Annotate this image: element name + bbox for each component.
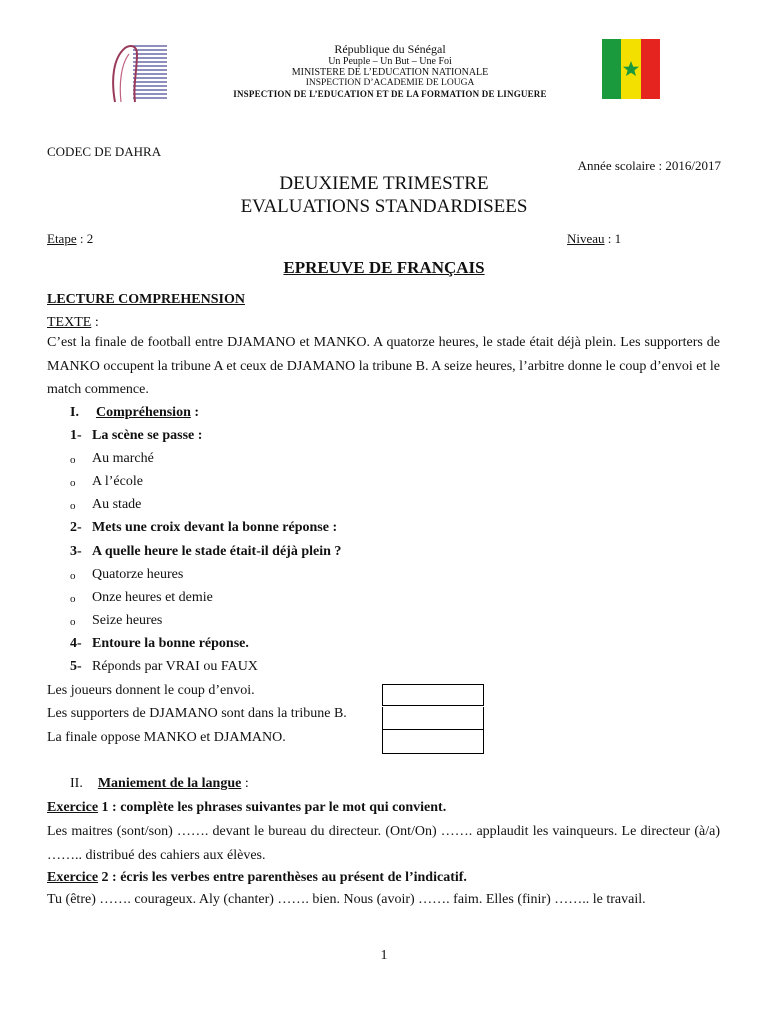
flag-band-yellow [621, 39, 640, 99]
part2-heading [70, 776, 249, 792]
part2-title: Maniement de la langue [97, 776, 242, 791]
list-bullet: o [70, 454, 76, 466]
header-academy: INSPECTION D’ACADEMIE DE LOUGA [305, 78, 475, 88]
part2-colon: : [241, 776, 249, 791]
list-bullet: o [70, 593, 76, 605]
q5-statement-2: Les supporters de DJAMANO sont dans la tribune B. [47, 706, 347, 721]
school-year: Année scolaire : 2016/2017 [577, 158, 721, 173]
ministry-logo [107, 40, 169, 104]
header-republic: République du Sénégal [334, 42, 446, 56]
niveau-field [567, 231, 621, 247]
q3-number: 3- [70, 544, 82, 559]
etape-field [47, 231, 93, 247]
exercise-2-label: Exercice [47, 870, 99, 885]
star-icon [621, 59, 641, 79]
answer-box-3[interactable] [382, 730, 484, 754]
part1-title: Compréhension [95, 405, 191, 420]
part1-heading [70, 405, 199, 421]
exercise-1-heading [47, 800, 446, 816]
q5-statement-1: Les joueurs donnent le coup d’envoi. [47, 683, 255, 698]
texte-heading [47, 315, 99, 331]
header-ministry: MINISTERE DE L’EDUCATION NATIONALE [291, 67, 489, 78]
exercise-1-text: Les maitres (sont/son) ……. devant le bureau du directeur. (Ont/On) ……. applaudit les vainqueurs. Le directeur (à/a) …….. distribué des cahiers aux élèves. [47, 824, 720, 863]
q5-statement-3: La finale oppose MANKO et DJAMANO. [47, 730, 286, 745]
answer-box-2[interactable] [382, 707, 484, 730]
texte-label: TEXTE [47, 315, 92, 330]
exercise-2-text: Tu (être) ……. courageux. Aly (chanter) ……. bien. Nous (avoir) ……. faim. Elles (finir) …….. le travail. [47, 892, 646, 907]
exam-title: EPREUVE DE FRANÇAIS [283, 258, 485, 277]
flag-band-green [602, 39, 621, 99]
section-reading: LECTURE COMPREHENSION [47, 292, 245, 307]
senegal-flag [602, 39, 660, 99]
list-bullet: o [70, 616, 76, 628]
q2-text: Mets une croix devant la bonne réponse : [92, 520, 338, 535]
exercise-2-instruction: 2 : écris les verbes entre parenthèses au présent de l’indicatif. [98, 870, 467, 885]
q1-number: 1- [70, 428, 82, 443]
q3-text: A quelle heure le stade était-il déjà plein ? [92, 544, 342, 559]
codec-label: CODEC DE DAHRA [47, 144, 162, 159]
q1-text: La scène se passe : [92, 428, 203, 443]
header-motto: Un Peuple – Un But – Une Foi [328, 56, 452, 67]
q3-option-2: Onze heures et demie [92, 590, 213, 605]
part2-number: II. [70, 776, 83, 791]
niveau-label: Niveau [567, 231, 605, 246]
q1-option-2: A l’école [92, 474, 143, 489]
etape-label: Etape [47, 231, 77, 246]
q3-option-3: Seize heures [92, 613, 163, 628]
q4-text: Entoure la bonne réponse. [92, 636, 249, 651]
header-inspection: INSPECTION DE L’EDUCATION ET DE LA FORMATION DE LINGUERE [233, 89, 547, 99]
q1-option-1: Au marché [92, 451, 154, 466]
answer-box-1[interactable] [382, 684, 484, 706]
reading-passage: C’est la finale de football entre DJAMANO et MANKO. A quatorze heures, le stade était déjà plein. Les supporters de MANKO occupent la tribune A et ceux de DJAMANO la tribune B. A seize heures, l’arbitre donne le coup d’envoi et le match commence. [47, 335, 720, 397]
etape-value: : 2 [76, 231, 94, 246]
flag-band-red [641, 39, 660, 99]
q4-number: 4- [70, 636, 82, 651]
q2-number: 2- [70, 520, 82, 535]
list-bullet: o [70, 500, 76, 512]
q5-number: 5- [70, 659, 82, 674]
niveau-value: : 1 [604, 231, 622, 246]
evaluation-title: EVALUATIONS STANDARDISEES [240, 196, 528, 217]
q5-text: Réponds par VRAI ou FAUX [92, 659, 258, 674]
exercise-1-label: Exercice [47, 800, 99, 815]
list-bullet: o [70, 477, 76, 489]
part1-number: I. [70, 405, 79, 420]
page-number: 1 [380, 948, 388, 963]
trimester-title: DEUXIEME TRIMESTRE [279, 173, 489, 194]
profile-logo-icon [107, 40, 169, 104]
q3-option-1: Quatorze heures [92, 567, 184, 582]
part1-colon: : [190, 405, 200, 420]
texte-colon: : [91, 315, 99, 330]
q1-option-3: Au stade [92, 497, 142, 512]
exercise-1-instruction: 1 : complète les phrases suivantes par le mot qui convient. [98, 800, 447, 815]
list-bullet: o [70, 570, 76, 582]
exercise-2-heading [47, 870, 467, 886]
